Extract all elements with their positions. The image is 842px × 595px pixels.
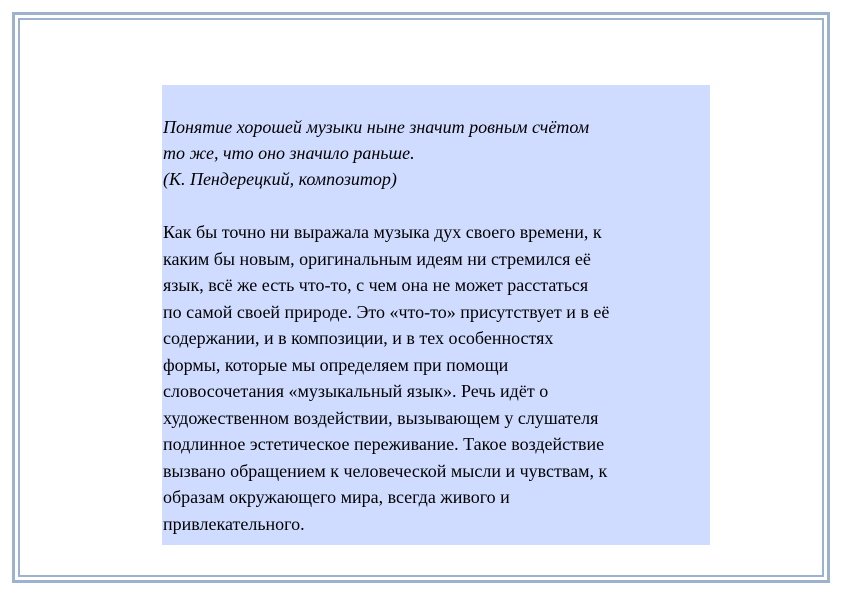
quote-line: то же, что оно значило раньше. (163, 143, 415, 163)
quote-attribution: (К. Пендерецкий, композитор) (163, 169, 397, 189)
body-line: художественном воздействии, вызывающем у слушателя (163, 407, 599, 428)
body-line: подлинное эстетическое переживание. Такое воздействие (163, 434, 605, 454)
body-line: язык, всё же есть что-то, с чем она не может расстаться (163, 275, 589, 295)
body-line: словосочетания «музыкальный язык». Речь идёт о (163, 381, 549, 401)
body-line: формы, которые мы определяем при помощи (163, 354, 509, 375)
body-line: каким бы новым, оригинальным идеям ни стремился её (163, 248, 591, 269)
body-line: Как бы точно ни выражала музыка дух своего времени, к (163, 222, 602, 242)
body-line: по самой своей природе. Это «что-то» присутствует и в её (163, 301, 610, 322)
quote-line: Понятие хорошей музыки ныне значит ровным счётом (163, 117, 590, 137)
body-line: образам окружающего мира, всегда живого и (163, 487, 510, 507)
text-box (162, 85, 710, 545)
body-line: привлекательного. (163, 513, 305, 534)
body-paragraph (163, 219, 710, 537)
body-line: содержании, и в композиции, и в тех особенностях (163, 328, 554, 348)
body-line: вызвано обращением к человеческой мысли и чувствам, к (163, 460, 608, 481)
epigraph-quote (163, 114, 710, 192)
